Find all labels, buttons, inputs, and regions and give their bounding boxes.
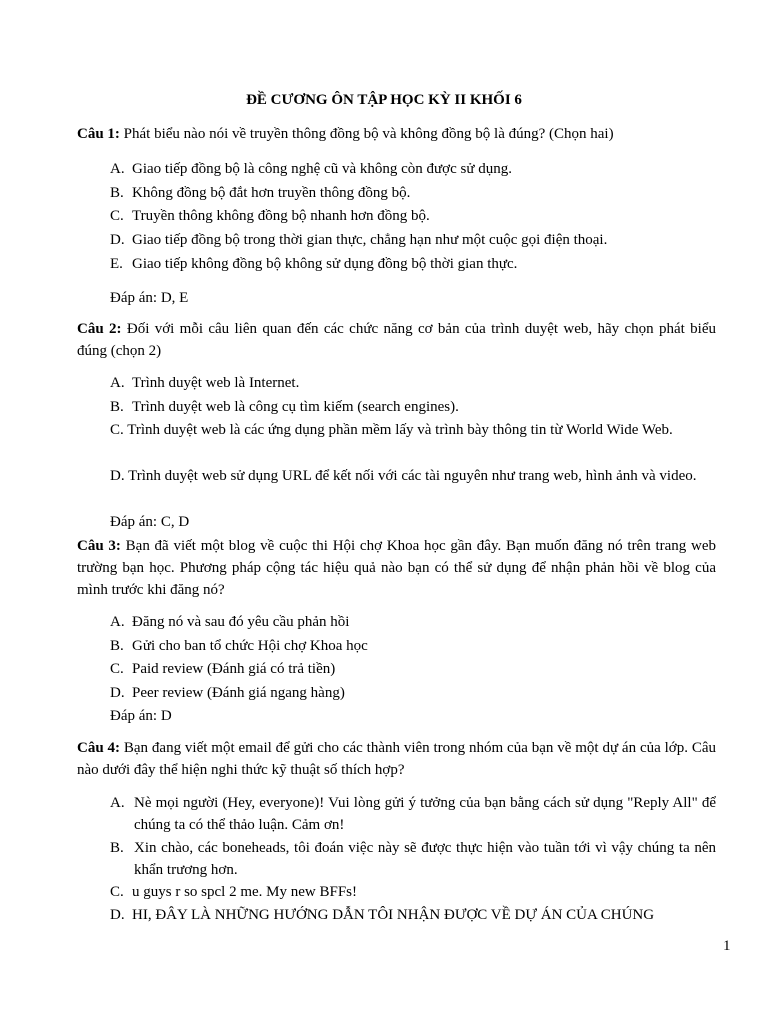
q3-option-c xyxy=(110,658,335,680)
q2-option-b xyxy=(110,396,459,418)
q1-option-a xyxy=(110,158,512,180)
q3-option-d xyxy=(110,682,345,704)
question-text: Đối với mỗi câu liên quan đến các chức năng cơ bản của trình duyệt web, hãy chọn phát biểu đúng (chọn 2) xyxy=(77,321,717,359)
option-text: Giao tiếp không đồng bộ không sử dụng đồng bộ thời gian thực. xyxy=(132,256,518,272)
question-label: Câu 4: xyxy=(77,740,121,756)
option-text: Xin chào, các boneheads, tôi đoán việc này sẽ được thực hiện vào tuần tới vì vậy chúng ta nên khẩn trương hơn. xyxy=(134,840,716,878)
option-letter: D. xyxy=(110,907,125,923)
q1-option-c xyxy=(110,205,430,227)
question-label: Câu 3: xyxy=(77,538,121,554)
page-number: 1 xyxy=(723,938,731,954)
option-letter: B. xyxy=(110,638,124,654)
q1-option-e xyxy=(110,253,517,275)
option-text: HI, ĐÂY LÀ NHỮNG HƯỚNG DẪN TÔI NHẬN ĐƯỢC VỀ DỰ ÁN CỦA CHÚNG xyxy=(132,907,655,923)
q1-option-d xyxy=(110,229,607,251)
question-text: Bạn đang viết một email để gửi cho các thành viên trong nhóm của bạn về một dự án của lớp. Câu nào dưới đây thể hiện nghi thức kỹ thuật số thích hợp? xyxy=(77,740,716,778)
question-3 xyxy=(77,535,716,601)
option-text: u guys r so spcl 2 me. My new BFFs! xyxy=(132,884,358,900)
option-letter: D. xyxy=(110,685,125,701)
option-letter: E. xyxy=(110,256,123,272)
option-text: Truyền thông không đồng bộ nhanh hơn đồng bộ. xyxy=(132,208,430,224)
option-text: Gửi cho ban tổ chức Hội chợ Khoa học xyxy=(132,638,368,654)
option-letter: C. xyxy=(110,661,124,677)
question-text: Phát biểu nào nói về truyền thông đồng bộ và không đồng bộ là đúng? (Chọn hai) xyxy=(119,126,614,142)
question-label: Câu 1: xyxy=(77,126,120,142)
option-text: Trình duyệt web sử dụng URL để kết nối với các tài nguyên như trang web, hình ảnh và video. xyxy=(128,468,697,484)
q4-option-c xyxy=(110,881,357,903)
q2-option-d xyxy=(77,465,716,487)
option-letter: B. xyxy=(110,185,124,201)
option-text: Trình duyệt web là các ứng dụng phần mềm lấy và trình bày thông tin từ World Wide Web. xyxy=(127,422,673,438)
option-letter: D. xyxy=(110,232,125,248)
option-letter: C. xyxy=(110,884,124,900)
option-letter: C. xyxy=(110,422,124,438)
q1-option-b xyxy=(110,182,410,204)
question-text: Bạn đã viết một blog về cuộc thi Hội chợ Khoa học gần đây. Bạn muốn đăng nó trên trang web trường bạn học. Phương pháp cộng tác hiệu quả nào bạn có thể sử dụng để nhận phản hồi về blog của mình trước khi đăng nó? xyxy=(77,538,717,598)
option-letter: B. xyxy=(110,840,124,856)
q2-option-c xyxy=(77,419,716,441)
q1-answer: Đáp án: D, E xyxy=(110,290,189,306)
q2-answer: Đáp án: C, D xyxy=(110,514,190,530)
q4-option-a xyxy=(110,792,716,836)
option-letter: D. xyxy=(110,468,125,484)
option-text: Trình duyệt web là công cụ tìm kiếm (search engines). xyxy=(132,399,459,415)
option-text: Giao tiếp đồng bộ là công nghệ cũ và không còn được sử dụng. xyxy=(132,161,512,177)
option-text: Giao tiếp đồng bộ trong thời gian thực, chẳng hạn như một cuộc gọi điện thoại. xyxy=(132,232,608,248)
page-title: ĐỀ CƯƠNG ÔN TẬP HỌC KỲ II KHỐI 6 xyxy=(246,92,522,108)
option-letter: A. xyxy=(110,614,125,630)
q4-option-d xyxy=(110,904,654,926)
option-text: Paid review (Đánh giá có trả tiền) xyxy=(132,661,336,677)
option-text: Trình duyệt web là Internet. xyxy=(132,375,300,391)
option-letter: A. xyxy=(110,795,125,811)
option-text: Không đồng bộ đắt hơn truyền thông đồng bộ. xyxy=(132,185,411,201)
question-2 xyxy=(77,318,716,362)
q2-option-a xyxy=(110,372,299,394)
question-label: Câu 2: xyxy=(77,321,122,337)
option-letter: A. xyxy=(110,375,125,391)
q3-option-a xyxy=(110,611,349,633)
q3-option-b xyxy=(110,635,368,657)
option-text: Nè mọi người (Hey, everyone)! Vui lòng gửi ý tưởng của bạn bằng cách sử dụng "Reply All" để chúng ta có thể thảo luận. Cảm ơn! xyxy=(134,795,716,833)
option-letter: C. xyxy=(110,208,124,224)
question-1 xyxy=(77,123,716,145)
q4-option-b xyxy=(110,837,716,881)
option-letter: B. xyxy=(110,399,124,415)
q3-answer: Đáp án: D xyxy=(110,708,172,724)
option-text: Đăng nó và sau đó yêu cầu phản hồi xyxy=(132,614,350,630)
option-letter: A. xyxy=(110,161,125,177)
question-4 xyxy=(77,737,716,781)
option-text: Peer review (Đánh giá ngang hàng) xyxy=(132,685,345,701)
